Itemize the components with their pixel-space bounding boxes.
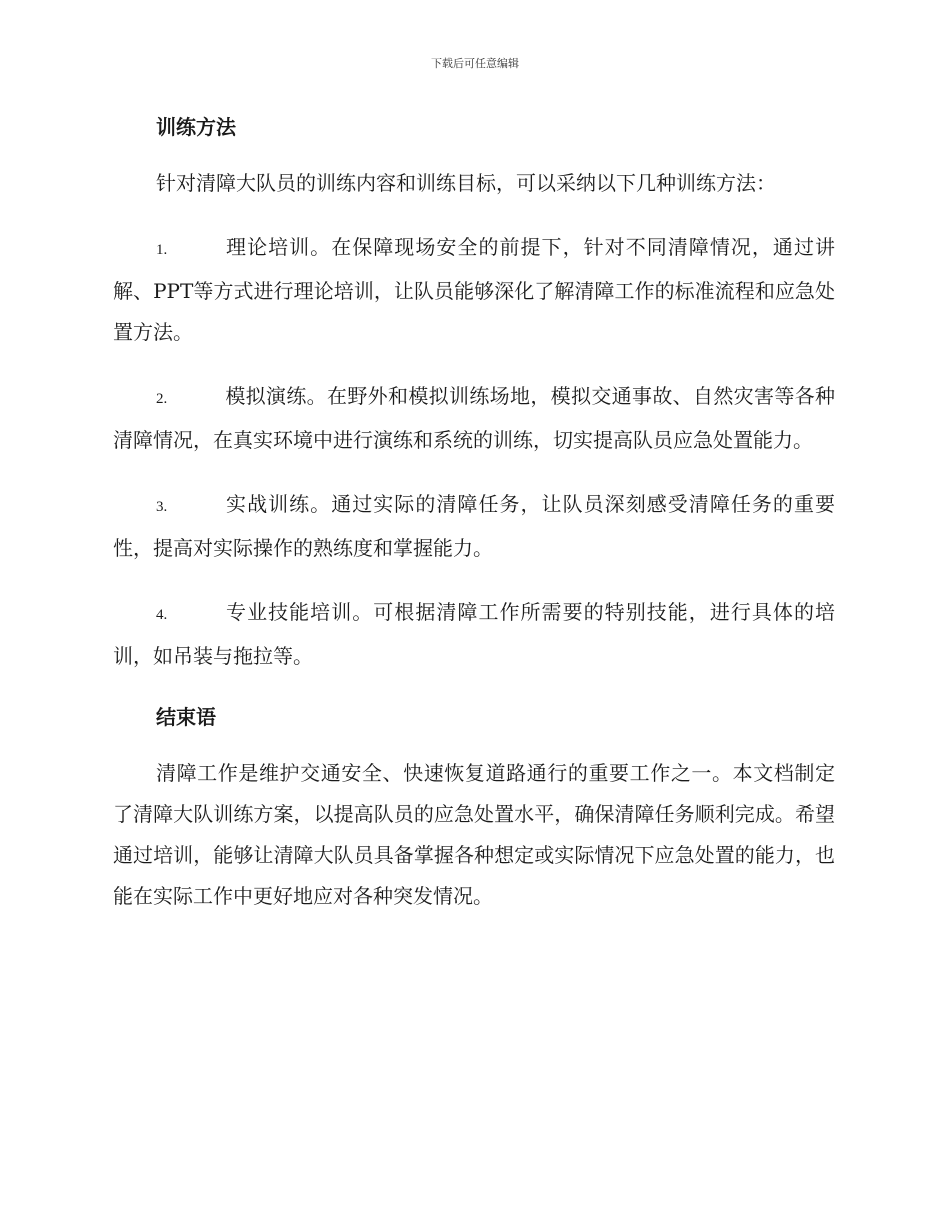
list-item: [113, 484, 835, 569]
list-item-text: 理论培训。在保障现场安全的前提下，针对不同清障情况，通过讲解、PPT等方式进行理论培训，让队员能够深化了解清障工作的标准流程和应急处置方法。: [113, 235, 835, 344]
section-heading-methods: 训练方法: [156, 115, 236, 139]
list-item: [113, 227, 835, 353]
list-item-number: 4.: [156, 607, 168, 623]
list-item-text: 实战训练。通过实际的清障任务，让队员深刻感受清障任务的重要性，提高对实际操作的熟练度和掌握能力。: [113, 492, 835, 560]
page-header-note: 下载后可任意编辑: [431, 57, 519, 70]
methods-intro-paragraph: 针对清障大队员的训练内容和训练目标，可以采纳以下几种训练方法：: [156, 171, 776, 195]
list-item-text: 模拟演练。在野外和模拟训练场地，模拟交通事故、自然灾害等各种清障情况，在真实环境中进行演练和系统的训练，切实提高队员应急处置能力。: [113, 384, 835, 452]
list-item-number: 1.: [156, 242, 168, 258]
list-item: [113, 376, 835, 461]
document-body: [113, 110, 835, 940]
list-item-number: 2.: [156, 391, 168, 407]
list-item-number: 3.: [156, 499, 168, 515]
list-item: [113, 592, 835, 677]
conclusion-paragraph: 清障工作是维护交通安全、快速恢复道路通行的重要工作之一。本文档制定了清障大队训练方案，以提高队员的应急处置水平，确保清障任务顺利完成。希望通过培训，能够让清障大队员具备掌握各种想定或实际情况下应急处置的能力，也能在实际工作中更好地应对各种突发情况。: [113, 761, 835, 908]
list-item-text: 专业技能培训。可根据清障工作所需要的特别技能，进行具体的培训，如吊装与拖拉等。: [113, 600, 835, 668]
methods-list: [113, 227, 835, 677]
section-heading-conclusion: 结束语: [156, 705, 216, 729]
